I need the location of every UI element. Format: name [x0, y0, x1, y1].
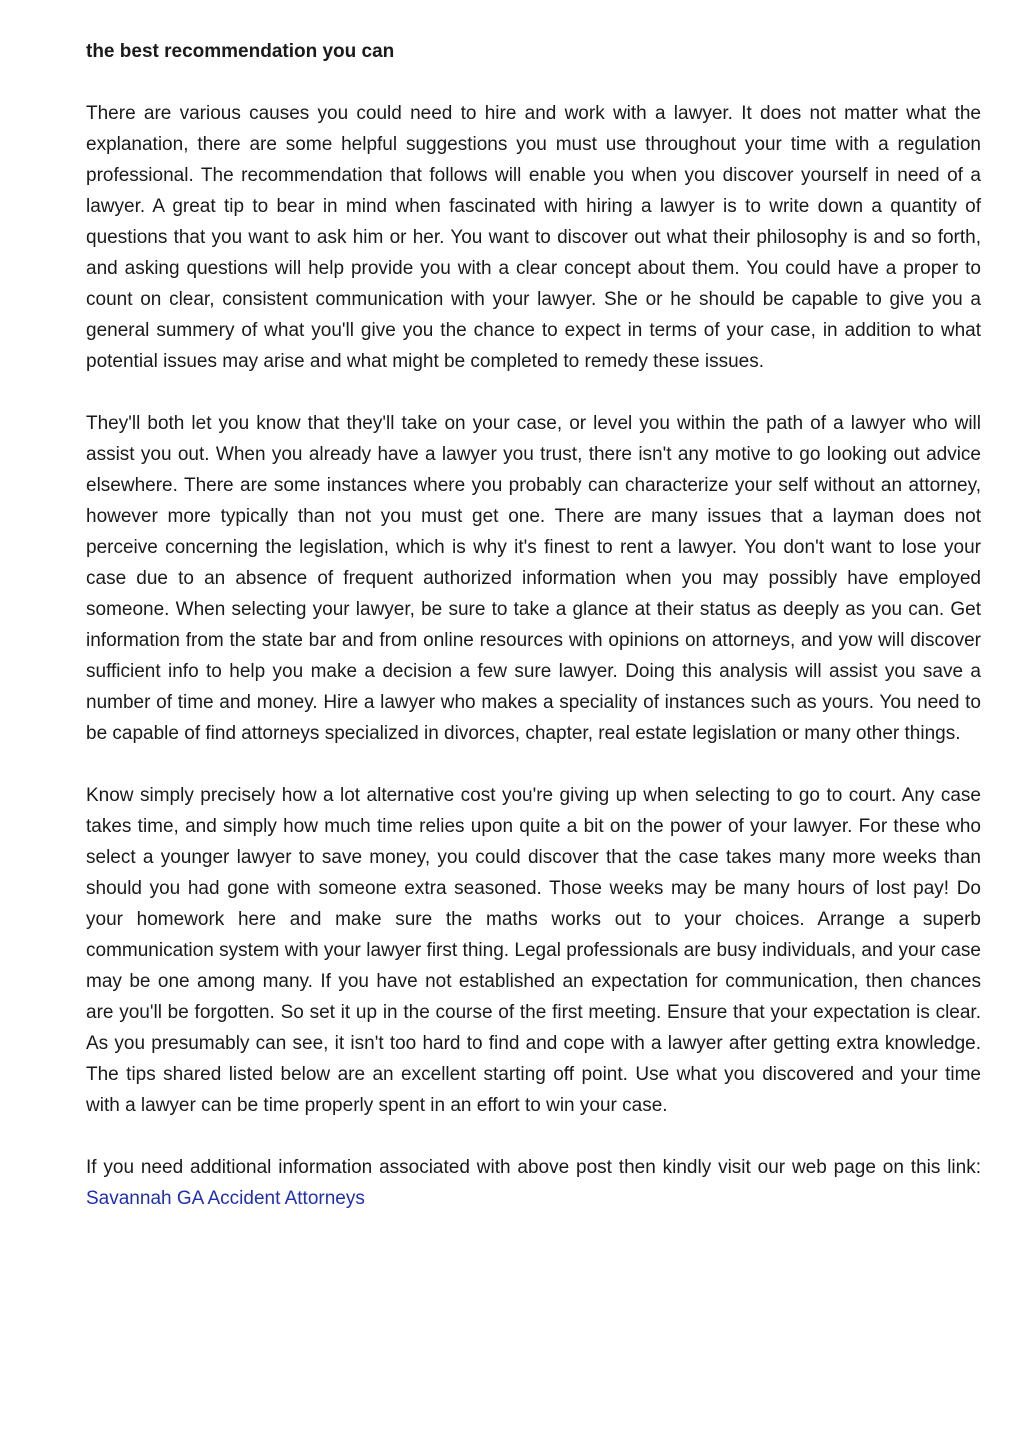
- paragraph-1: There are various causes you could need to hire and work with a lawyer. It does not matter what the explanation, there are some helpful suggestions you must use throughout your time with a regulation professional. The recommendation that follows will enable you when you discover yourself in need of a lawyer. A great tip to bear in mind when fascinated with hiring a lawyer is to write down a quantity of questions that you want to ask him or her. You want to discover out what their philosophy is and so forth, and asking questions will help provide you with a clear concept about them. You could have a proper to count on clear, consistent communication with your lawyer. She or he should be capable to give you a general summery of what you'll give you the chance to expect in terms of your case, in addition to what potential issues may arise and what might be completed to remedy these issues.: [86, 103, 981, 372]
- closing-paragraph: [86, 1152, 981, 1214]
- paragraph-2: They'll both let you know that they'll take on your case, or level you within the path of a lawyer who will assist you out. When you already have a lawyer you trust, there isn't any motive to go looking out advice elsewhere. There are some instances where you probably can characterize your self without an attorney, however more typically than not you must get one. There are many issues that a layman does not perceive concerning the legislation, which is why it's finest to rent a lawyer. You don't want to lose your case due to an absence of frequent authorized information when you may possibly have employed someone. When selecting your lawyer, be sure to take a glance at their status as deeply as you can. Get information from the state bar and from online resources with opinions on attorneys, and yow will discover sufficient info to help you make a decision a few sure lawyer. Doing this analysis will assist you save a number of time and money. Hire a lawyer who makes a speciality of instances such as yours. You need to be capable of find attorneys specialized in divorces, chapter, real estate legislation or many other things.: [86, 413, 981, 744]
- paragraph-3: Know simply precisely how a lot alternative cost you're giving up when selecting to go to court. Any case takes time, and simply how much time relies upon quite a bit on the power of your lawyer. For these who select a younger lawyer to save money, you could discover that the case takes many more weeks than should you had gone with someone extra seasoned. Those weeks may be many hours of lost pay! Do your homework here and make sure the maths works out to your choices. Arrange a superb communication system with your lawyer first thing. Legal professionals are busy individuals, and your case may be one among many. If you have not established an expectation for communication, then chances are you'll be forgotten. So set it up in the course of the first meeting. Ensure that your expectation is clear. As you presumably can see, it isn't too hard to find and cope with a lawyer after getting extra knowledge. The tips shared listed below are an excellent starting off point. Use what you discovered and your time with a lawyer can be time properly spent in an effort to win your case.: [86, 785, 981, 1116]
- attorneys-link[interactable]: Savannah GA Accident Attorneys: [86, 1188, 365, 1209]
- document-title: the best recommendation you can: [86, 41, 395, 62]
- document-page: [86, 36, 981, 1245]
- closing-text: If you need additional information associated with above post then kindly visit our web page on this link:: [86, 1157, 981, 1178]
